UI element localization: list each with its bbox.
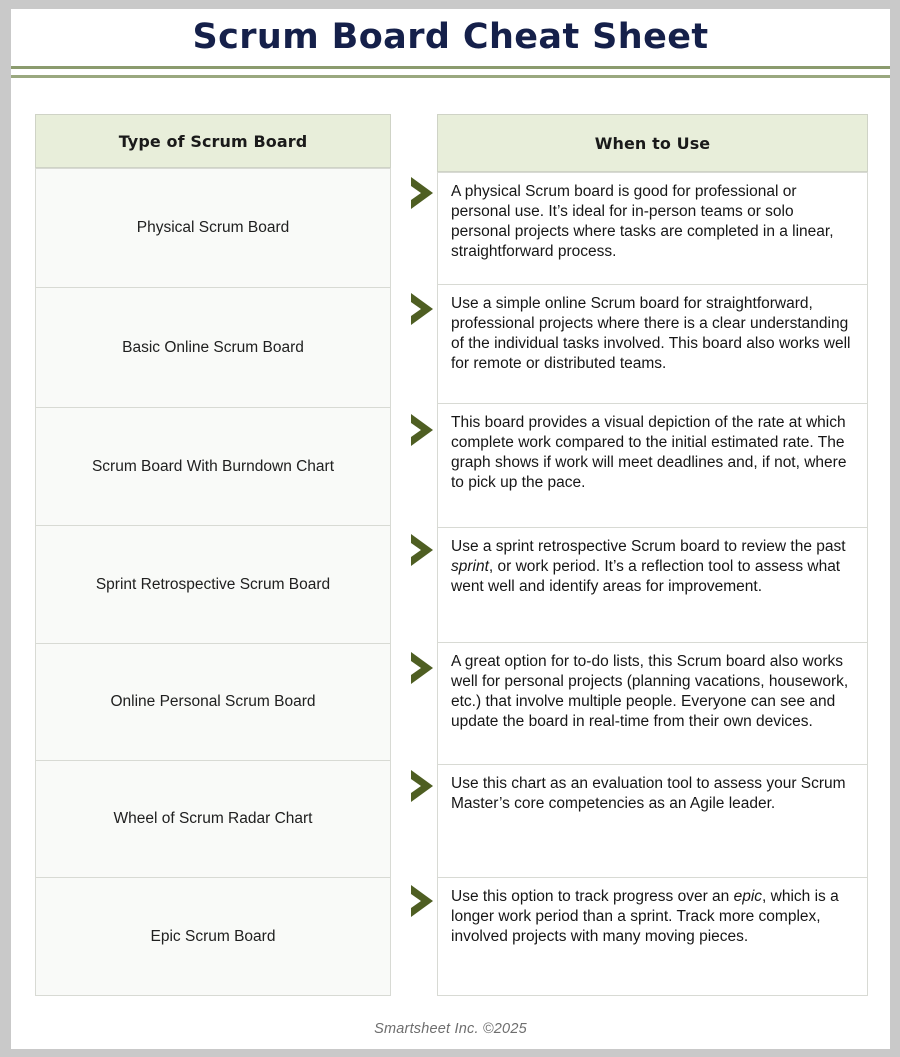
column-when-to-use <box>437 114 868 996</box>
column-header-type: Type of Scrum Board <box>35 114 391 168</box>
table-row-type <box>35 168 391 288</box>
table-row-type <box>35 644 391 761</box>
cheat-sheet-page <box>11 9 890 1049</box>
table-row-type <box>35 408 391 526</box>
table-row-when <box>437 172 868 285</box>
table-row-when <box>437 404 868 528</box>
type-cell-list <box>35 168 391 996</box>
table-row-when <box>437 643 868 765</box>
footer-copyright: Smartsheet Inc. ©2025 <box>374 1021 527 1037</box>
type-label: Epic Scrum Board <box>150 927 276 945</box>
when-text: This board provides a visual depiction of the rate at which complete work compared to the initial estimated rate. The graph shows if work will meet deadlines and, if not, where to pick up the pace. <box>451 414 847 492</box>
comparison-table <box>35 114 866 996</box>
when-text: A physical Scrum board is good for professional or personal use. It’s ideal for in-person teams or solo personal projects where tasks are completed in a linear, straightforward process. <box>451 183 834 261</box>
table-wrapper <box>11 78 890 996</box>
when-cell-list <box>437 172 868 996</box>
type-label: Physical Scrum Board <box>136 219 290 236</box>
when-text: Use a simple online Scrum board for straightforward, professional projects where there is a clear understanding of the individual tasks involved. This board also works well for remote or distributed teams. <box>451 295 851 373</box>
table-row-when <box>437 528 868 643</box>
when-text: Use a sprint retrospective Scrum board to review the past sprint, or work period. It’s a reflection tool to assess what went well and identify areas for improvement. <box>451 538 846 596</box>
table-row-type <box>35 288 391 408</box>
table-row-type <box>35 526 391 644</box>
type-label: Wheel of Scrum Radar Chart <box>113 810 313 827</box>
when-text: A great option for to-do lists, this Scrum board also works well for personal projects (planning vacations, housework, etc.) that involve multiple people. Everyone can see and update the board in real-time from their own devices. <box>451 653 849 731</box>
when-text: Use this option to track progress over an epic, which is a longer work period than a sprint. Track more complex, involved projects with many moving pieces. <box>451 888 839 946</box>
type-label: Sprint Retrospective Scrum Board <box>95 575 331 593</box>
table-row-when <box>437 765 868 878</box>
column-header-when: When to Use <box>437 114 868 172</box>
table-row-type <box>35 761 391 878</box>
type-label: Scrum Board With Burndown Chart <box>91 457 335 475</box>
table-row-when <box>437 285 868 404</box>
title-divider <box>11 66 890 78</box>
table-row-when <box>437 878 868 996</box>
type-label: Basic Online Scrum Board <box>122 338 304 356</box>
when-text: Use this chart as an evaluation tool to assess your Scrum Master’s core competencies as an Agile leader. <box>451 775 846 813</box>
column-type-of-scrum-board <box>35 114 391 996</box>
type-label: Online Personal Scrum Board <box>110 693 316 710</box>
page-title: Scrum Board Cheat Sheet <box>192 17 709 57</box>
title-band <box>11 9 890 66</box>
table-row-type <box>35 878 391 996</box>
